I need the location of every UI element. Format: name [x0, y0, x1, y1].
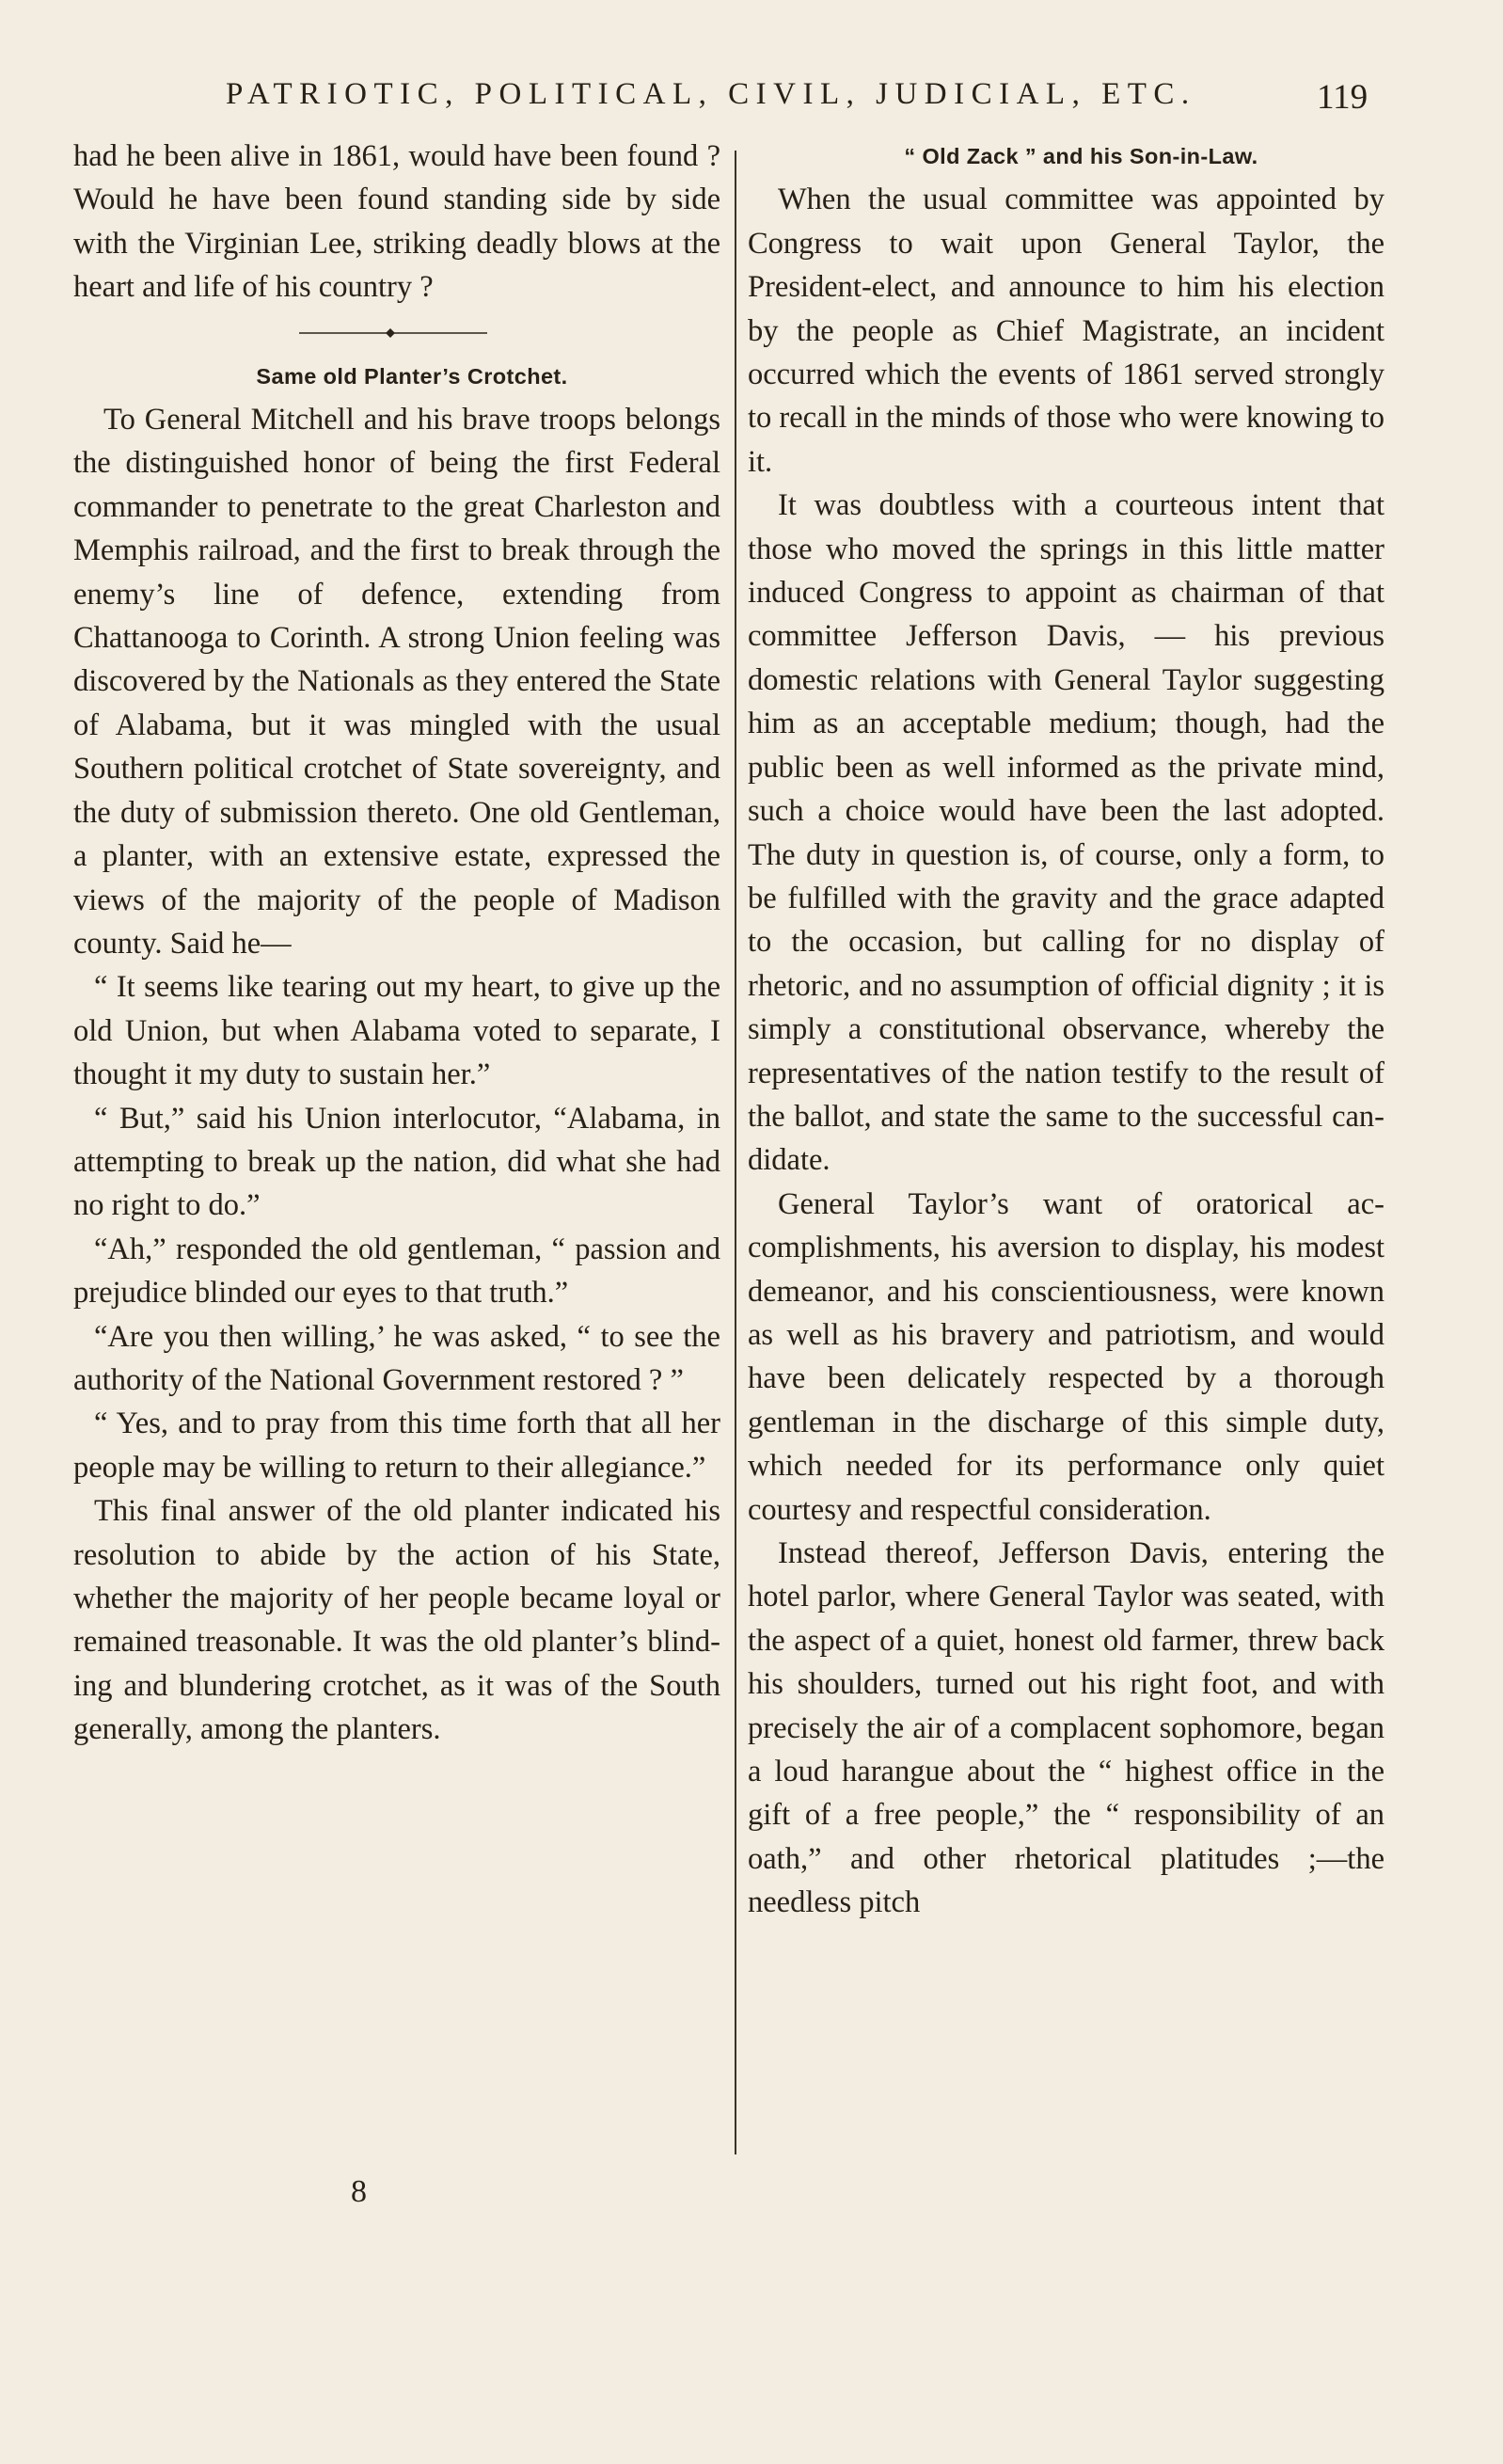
paragraph: “ Yes, and to pray from this time forth that all her people may be willing to return to their allegiance.”: [73, 1407, 720, 1485]
section-heading: “ Old Zack ” and his Son-in-Law.: [904, 144, 1258, 168]
paragraph: “Are you then willing,’ he was asked, “ to see the authority of the National Government restored ? ”: [73, 1319, 720, 1397]
paragraph: This final answer of the old planter indicated his resolution to abide by the action of his State, whether the majority of her people became loyal or remained treasonable. It was the old planter’s blinding and blundering crotchet, as it was of the South generally, among the planters.: [73, 1494, 720, 1747]
paragraph: Instead thereof, Jefferson Davis, entering the hotel parlor, where General Taylor was seated, with the aspect of a quiet, honest old farmer, threw back his shoulders, turned out his right foot, and with precisely the air of a complacent sophomore, began a loud harangue about the “ highest office in the gift of a free people,” the “ responsibility of an oath,” and other rhetorical platitudes ;—the needless pitch: [748, 1536, 1384, 1920]
paragraph: “ But,” said his Union interlocutor, “Alabama, in attempting to break up the nation, did what she had no right to do.”: [73, 1101, 720, 1223]
paragraph: It was doubtless with a courteous intent that those who moved the springs in this little matter induced Congress to appoint as chairman of that committee Jefferson Davis, — his previous domestic relations with General Taylor suggesting him as an acceptable medium; though, had the public been as well informed as the private mind, such a choice would have been the last adopted. The duty in question is, of course, only a form, to be fulfilled with the gravity and the grace adapted to the occasion, but calling for no display of rhetoric, and no assumption of official dignity ; it is simply a constitutional observance, whereby the representatives of the nation testify to the result of the ballot, and state the same to the successful candidate.: [748, 488, 1384, 1178]
paragraph: “ It seems like tearing out my heart, to give up the old Union, but when Alabama voted to separate, I thought it my duty to sustain her.”: [73, 970, 720, 1092]
section-divider-ornament: [73, 317, 720, 353]
page-number: 119: [1317, 78, 1369, 117]
signature-mark: 8: [351, 2174, 367, 2209]
running-title: PATRIOTIC, POLITICAL, CIVIL, JUDICIAL, ETC.: [226, 77, 1196, 111]
divider-rule-icon: [299, 326, 487, 340]
paragraph: “Ah,” responded the old gentleman, “ passion and prejudice blinded our eyes to that truth.”: [73, 1232, 720, 1311]
column-rule: [735, 151, 736, 2154]
section-heading: Same old Planter’s Crotchet.: [256, 363, 568, 389]
paragraph: To General Mitchell and his brave troops belongs the distinguished honor of being the first Federal commander to penetrate to the great Charleston and Memphis railroad, and the first to break through the enemy’s line of defence, extending from Chattanooga to Corinth. A strong Union feeling was discovered by the Nationals as they entered the State of Alabama, but it was mingled with the usual Southern political crotchet of State sovereignty, and the duty of submission thereto. One old Gentleman, a planter, with an extensive estate, expressed the views of the majority of the people of Madison county. Said he—: [73, 403, 720, 961]
right-column: [748, 135, 1384, 1925]
paragraph-continued: had he been alive in 1861, would have been found ? Would he have been found standing side by side with the Virginian Lee, striking deadly blows at the heart and life of his country ?: [73, 139, 720, 305]
left-column: [73, 135, 720, 1752]
paragraph: When the usual committee was appointed by Congress to wait upon General Taylor, the President-elect, and announce to him his election by the people as Chief Magistrate, an incident occurred which the events of 1861 served strongly to recall in the minds of those who were knowing to it.: [748, 183, 1384, 479]
paragraph: General Taylor’s want of oratorical accomplishments, his aversion to display, his modest demeanor, and his conscientiousness, were known as well as his bravery and patriotism, and would have been delicately respected by a thorough gentleman in the discharge of this simple duty, which needed for its performance only quiet courtesy and respectful consideration.: [748, 1186, 1384, 1527]
running-header: [0, 77, 1503, 134]
